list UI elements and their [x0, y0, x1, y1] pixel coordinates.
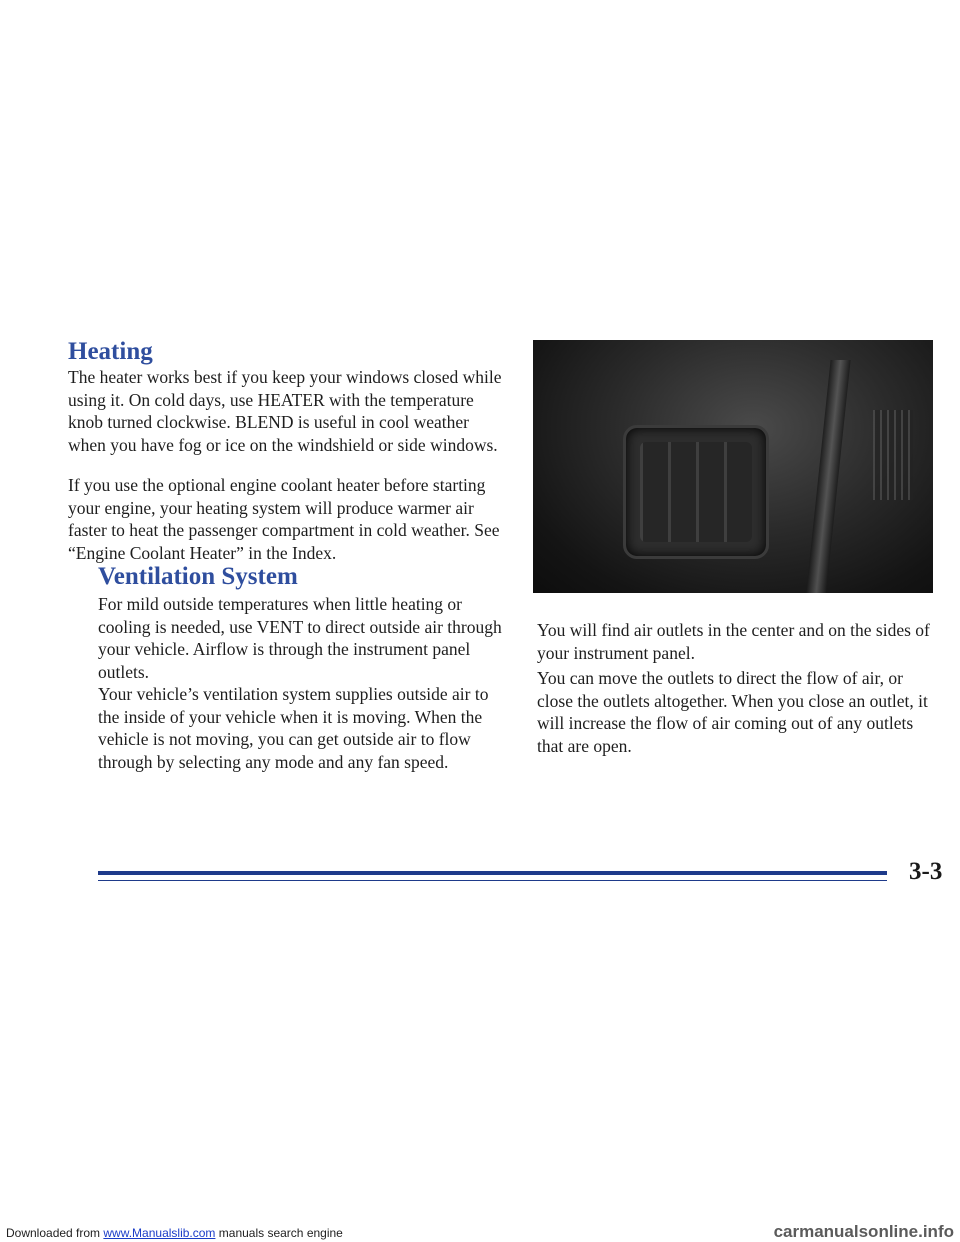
footer-prefix: Downloaded from [6, 1226, 104, 1240]
heading-heating: Heating [68, 338, 153, 365]
heading-ventilation-system: Ventilation System [98, 563, 298, 590]
footer-rule-thin [98, 880, 887, 881]
air-vent-outlet [623, 425, 769, 559]
outlets-paragraph-2: You can move the outlets to direct the flow of air, or close the outlets altogether. When you close an outlet, it will increase the flow of air coming out of any outlets that are open. [537, 668, 928, 756]
air-outlet-photo [533, 340, 933, 593]
air-vent-grille [640, 442, 752, 542]
watermark-logo: carmanualsonline.info [773, 1222, 954, 1241]
manualslib-link[interactable]: www.Manualslib.com [103, 1226, 216, 1240]
ventilation-paragraph-2: Your vehicle’s ventilation system supplies outside air to the inside of your vehicle when it is moving. When the vehicle is not moving, you can get outside air to flow through by selecting any mode and any fan speed. [98, 684, 489, 772]
ventilation-paragraph-1: For mild outside temperatures when little heating or cooling is needed, use VENT to direct outside air through your vehicle. Airflow is through the instrument panel outlets. [98, 594, 502, 682]
footer-rule-thick [98, 871, 887, 875]
heating-paragraph-1: The heater works best if you keep your windows closed while using it. On cold days, use HEATER with the temperature knob turned clockwise. BLEND is useful in cool weather when you have fog or ice on the windshield or side windows. [68, 367, 502, 455]
page-number: 3-3 [909, 858, 943, 885]
instrument-panel-ribs [873, 410, 913, 500]
heating-paragraph-2: If you use the optional engine coolant heater before starting your engine, your heating system will produce warmer air faster to heat the passenger compartment in cold weather. See “Engine Coolant Heater” in the Index. [68, 475, 500, 563]
download-footer [6, 1226, 343, 1240]
outlets-paragraph-1: You will find air outlets in the center and on the sides of your instrument panel. [537, 620, 930, 663]
footer-suffix: manuals search engine [215, 1226, 343, 1240]
instrument-panel-edge [805, 360, 850, 593]
